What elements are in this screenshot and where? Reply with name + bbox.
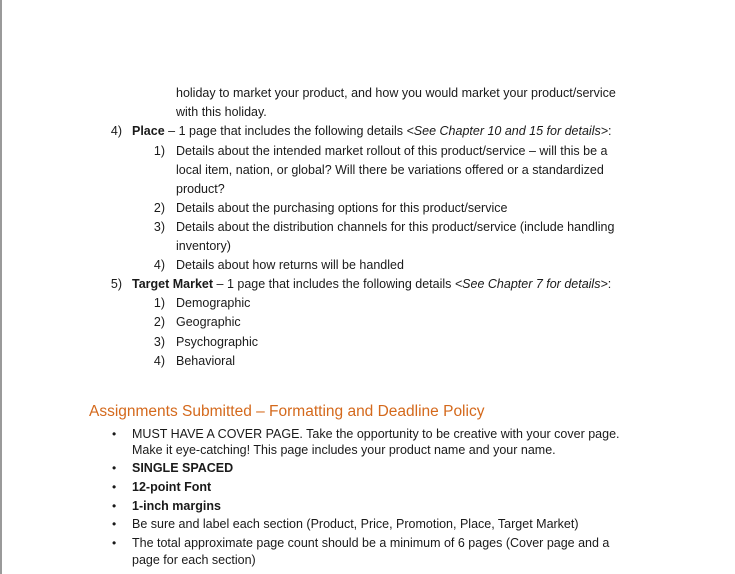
target-item-4-number: 4) [153,354,165,368]
bullet-6-line-1: The total approximate page count should be a minimum of 6 pages (Cover page and a [132,536,610,550]
bullet-1-line-2: Make it eye-catching! This page includes your product name and your name. [132,443,556,457]
bullet-icon: • [112,499,117,513]
target-item-2-text: Geographic [176,315,241,329]
place-item-4-number: 4) [153,258,165,272]
place-item-4-line-1: Details about how returns will be handled [176,258,404,272]
place-item-2-line-1: Details about the purchasing options for this product/service [176,201,508,215]
target-desc-colon: : [607,277,612,291]
place-item-3-line-2: inventory) [176,239,231,253]
target-item-2-number: 2) [153,315,165,329]
target-item-1-text: Demographic [176,296,251,310]
bullet-icon: • [112,536,117,550]
target-item-3-number: 3) [153,335,165,349]
bullet-1-line-1: MUST HAVE A COVER PAGE. Take the opportunity to be creative with your cover page. [132,427,620,441]
place-item-3-line-1: Details about the distribution channels for this product/service (include handling [176,220,615,234]
bullet-3-line-1: 12-point Font [132,480,212,494]
place-item-3-number: 3) [153,220,165,234]
continuation-line-1: holiday to market your product, and how you would market your product/service [176,86,616,100]
target-chapter-ref: <See Chapter 7 for details> [454,277,608,291]
place-number: 4) [110,124,122,138]
place-item-1-line-3: product? [176,182,225,196]
bullet-icon: • [112,427,117,441]
bullet-2-line-1: SINGLE SPACED [132,461,234,475]
bullet-5-line-1: Be sure and label each section (Product, Price, Promotion, Place, Target Market) [132,517,579,531]
bullet-icon: • [112,480,117,494]
bullet-4-line-1: 1-inch margins [132,499,221,513]
place-desc: – 1 page that includes the following details [164,124,407,138]
target-item-3-text: Psychographic [176,335,258,349]
place-chapter-ref: <See Chapter 10 and 15 for details> [406,124,609,138]
bullet-icon: • [112,461,117,475]
target-item-4-text: Behavioral [176,354,236,368]
place-desc-colon: : [608,124,612,138]
place-item-1-line-1: Details about the intended market rollout of this product/service – will this be a [176,144,608,158]
place-item-1-number: 1) [153,144,165,158]
bullet-icon: • [112,517,117,531]
target-label: Target Market [132,277,214,291]
continuation-line-2: with this holiday. [176,105,267,119]
place-label: Place [132,124,165,138]
place-item-2-number: 2) [153,201,165,215]
place-item-1-line-2: local item, nation, or global? Will there be variations offered or a standardized [176,163,604,177]
assignments-heading: Assignments Submitted – Formatting and Deadline Policy [89,403,485,420]
bullet-6-line-2: page for each section) [132,553,256,567]
target-number: 5) [110,277,122,291]
target-desc: – 1 page that includes the following details [213,277,455,291]
target-heading-line [132,275,611,294]
target-item-1-number: 1) [153,296,165,310]
place-heading-line [132,122,612,141]
page-left-border [0,0,2,574]
